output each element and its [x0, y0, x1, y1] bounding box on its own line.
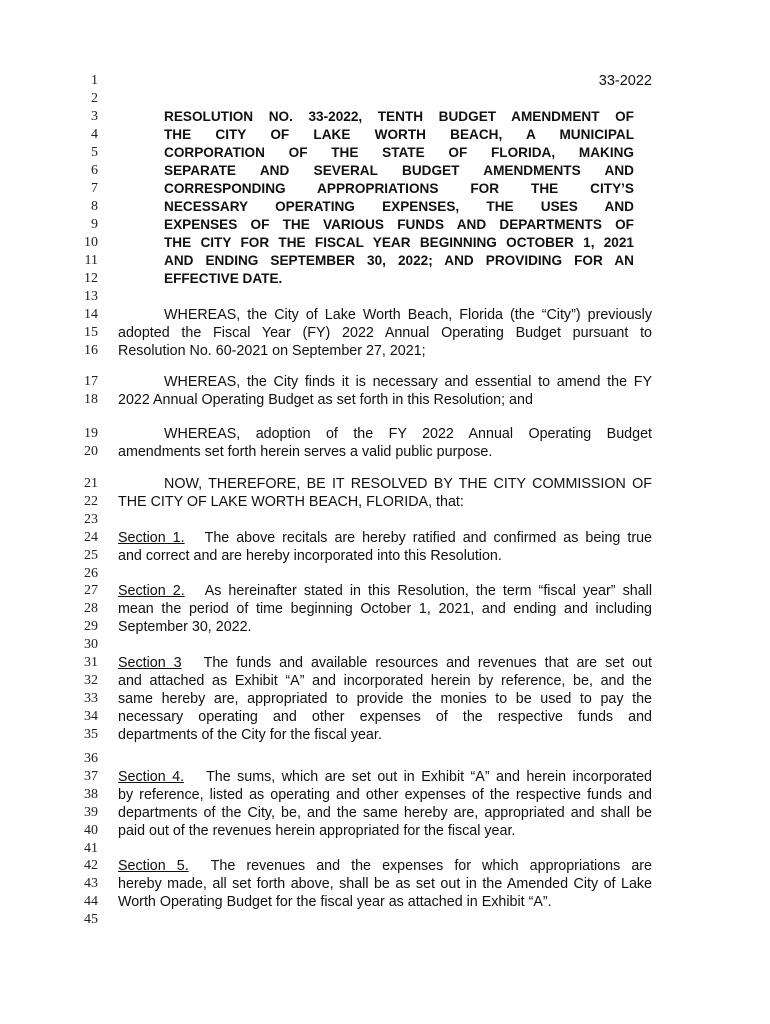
title-line: RESOLUTION NO. 33-2022, TENTH BUDGET AMENDMENT OF [164, 109, 634, 124]
line-number: 37 [84, 769, 98, 784]
line-number: 31 [84, 655, 98, 670]
line-number: 11 [84, 253, 98, 268]
paragraph-line: mean the period of time beginning October 1, 2021, and ending and including [118, 601, 652, 617]
line-number: 2 [91, 91, 98, 106]
line-number: 28 [84, 601, 98, 616]
line-number: 42 [84, 858, 98, 873]
section-5 [118, 857, 652, 911]
title-line: CORPORATION OF THE STATE OF FLORIDA, MAKING [164, 145, 634, 160]
paragraph-line: departments of the City for the fiscal year. [118, 727, 382, 743]
paragraph-line: NOW, THEREFORE, BE IT RESOLVED BY THE CITY COMMISSION OF [164, 476, 652, 492]
section-4-text: The sums, which are set out in Exhibit “A” and herein incorporated [206, 769, 652, 785]
line-number: 34 [84, 709, 98, 724]
paragraph-line [118, 582, 652, 600]
section-2 [118, 582, 652, 636]
title-line: CORRESPONDING APPROPRIATIONS FOR THE CITY’S [164, 181, 634, 196]
line-number: 43 [84, 876, 98, 891]
paragraph-line: paid out of the revenues herein appropriated for the fiscal year. [118, 823, 516, 839]
paragraph-line: by reference, listed as operating and other expenses of the respective funds and [118, 787, 652, 803]
line-number: 3 [91, 109, 98, 124]
paragraph-line: 2022 Annual Operating Budget as set forth in this Resolution; and [118, 392, 533, 408]
section-1-label: Section 1. [118, 530, 185, 546]
line-number: 1 [91, 73, 98, 88]
paragraph-line [118, 654, 652, 672]
paragraph-line: necessary operating and other expenses of the respective funds and [118, 709, 652, 725]
paragraph-line: WHEREAS, the City finds it is necessary and essential to amend the FY [164, 374, 652, 390]
line-number: 5 [91, 145, 98, 160]
line-number: 22 [84, 494, 98, 509]
line-number: 27 [84, 583, 98, 598]
section-1 [118, 529, 652, 565]
line-number: 30 [84, 637, 98, 652]
line-number: 14 [84, 307, 98, 322]
paragraph-line: departments of the City, be, and the same hereby are, appropriated and shall be [118, 805, 652, 821]
paragraph-line [118, 768, 652, 786]
line-number: 36 [84, 751, 98, 766]
paragraph-line: same hereby are, appropriated to provide the monies to be used to pay the [118, 691, 652, 707]
line-number: 6 [91, 163, 98, 178]
title-line: NECESSARY OPERATING EXPENSES, THE USES AND [164, 199, 634, 214]
line-number: 21 [84, 476, 98, 491]
line-number: 24 [84, 530, 98, 545]
line-number: 4 [91, 127, 98, 142]
line-number: 39 [84, 805, 98, 820]
line-number: 23 [84, 512, 98, 527]
paragraph-line: WHEREAS, adoption of the FY 2022 Annual Operating Budget [164, 426, 652, 442]
section-2-text: As hereinafter stated in this Resolution, the term “fiscal year” shall [204, 583, 652, 599]
section-1-text: The above recitals are hereby ratified and confirmed as being true [204, 530, 652, 546]
line-number: 20 [84, 444, 98, 459]
line-number: 10 [84, 235, 98, 250]
line-number: 29 [84, 619, 98, 634]
paragraph-line [118, 857, 652, 875]
paragraph-line: THE CITY OF LAKE WORTH BEACH, FLORIDA, that: [118, 494, 464, 510]
line-number: 25 [84, 548, 98, 563]
whereas-clause-public-purpose [118, 425, 652, 461]
line-number: 19 [84, 426, 98, 441]
line-number: 17 [84, 374, 98, 389]
resolution-number-header: 33-2022 [598, 73, 652, 89]
section-2-label: Section 2. [118, 583, 185, 599]
line-number: 35 [84, 727, 98, 742]
whereas-clause-prior-adoption [118, 306, 652, 360]
paragraph-line: hereby made, all set forth above, shall be as set out in the Amended City of Lake [118, 876, 652, 892]
line-number: 41 [84, 841, 98, 856]
paragraph-line: amendments set forth herein serves a valid public purpose. [118, 444, 493, 460]
line-number: 32 [84, 673, 98, 688]
title-line: THE CITY OF LAKE WORTH BEACH, A MUNICIPAL [164, 127, 634, 142]
section-3-text: The funds and available resources and revenues that are set out [203, 655, 652, 671]
resolution-title [164, 108, 634, 288]
line-number: 18 [84, 392, 98, 407]
section-3 [118, 654, 652, 744]
paragraph-line: WHEREAS, the City of Lake Worth Beach, Florida (the “City”) previously [164, 307, 652, 323]
line-number: 45 [84, 912, 98, 927]
paragraph-line: adopted the Fiscal Year (FY) 2022 Annual Operating Budget pursuant to [118, 325, 652, 341]
line-number: 40 [84, 823, 98, 838]
line-number: 7 [91, 181, 98, 196]
line-number: 9 [91, 217, 98, 232]
title-line: EXPENSES OF THE VARIOUS FUNDS AND DEPARTMENTS OF [164, 217, 634, 232]
line-number: 12 [84, 271, 98, 286]
paragraph-line: Worth Operating Budget for the fiscal year as attached in Exhibit “A”. [118, 894, 552, 910]
line-number: 15 [84, 325, 98, 340]
title-line: SEPARATE AND SEVERAL BUDGET AMENDMENTS AND [164, 163, 634, 178]
section-5-label: Section 5. [118, 858, 189, 874]
title-line: EFFECTIVE DATE. [164, 271, 283, 286]
resolving-clause [118, 475, 652, 511]
paragraph-line: September 30, 2022. [118, 619, 252, 635]
line-number: 26 [84, 566, 98, 581]
line-number: 33 [84, 691, 98, 706]
section-4 [118, 768, 652, 840]
title-line: AND ENDING SEPTEMBER 30, 2022; AND PROVIDING FOR AN [164, 253, 634, 268]
line-number: 8 [91, 199, 98, 214]
paragraph-line: and correct and are hereby incorporated into this Resolution. [118, 548, 502, 564]
paragraph-line [118, 529, 652, 547]
title-line: THE CITY FOR THE FISCAL YEAR BEGINNING OCTOBER 1, 2021 [164, 235, 634, 250]
line-number: 13 [84, 289, 98, 304]
section-3-label: Section 3 [118, 655, 182, 671]
line-number: 16 [84, 343, 98, 358]
paragraph-line: Resolution No. 60-2021 on September 27, 2021; [118, 343, 426, 359]
paragraph-line: and attached as Exhibit “A” and incorporated herein by reference, be, and the [118, 673, 652, 689]
line-number: 44 [84, 894, 98, 909]
whereas-clause-amend [118, 373, 652, 409]
line-number: 38 [84, 787, 98, 802]
section-4-label: Section 4. [118, 769, 185, 785]
section-5-text: The revenues and the expenses for which appropriations are [210, 858, 652, 874]
